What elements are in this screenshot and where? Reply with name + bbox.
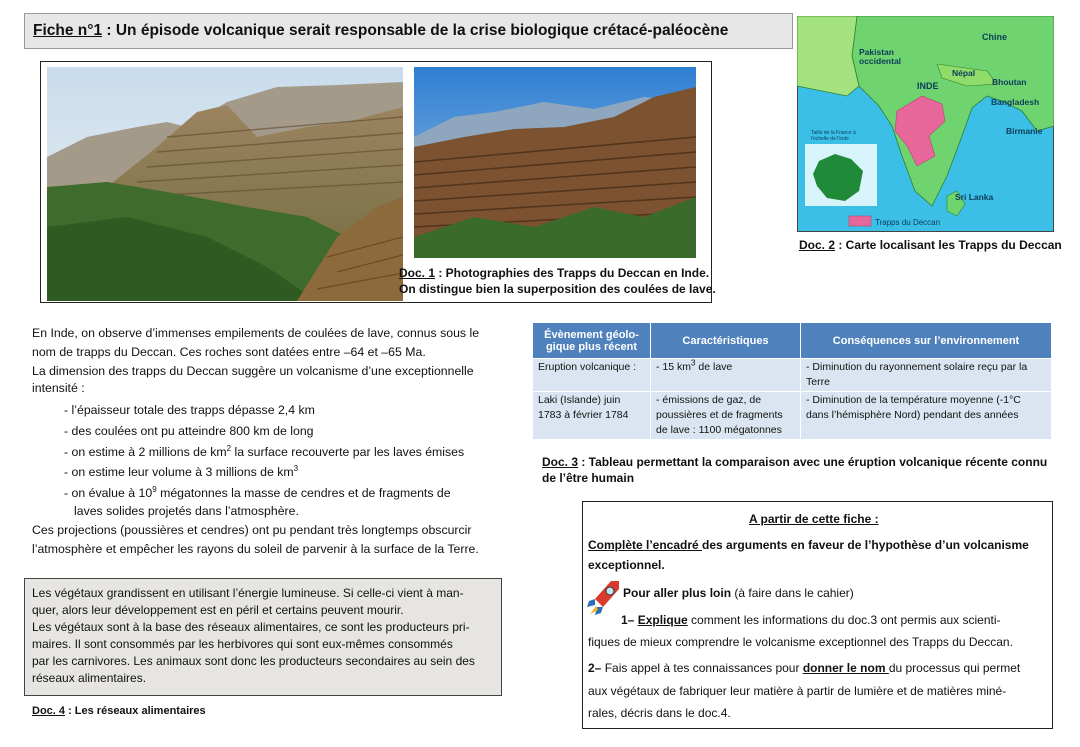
map-label-nepal: Népal (952, 68, 976, 78)
intro-line-1: En Inde, on observe d’immenses empilements de coulées de lave, connus sous le (32, 326, 480, 340)
deccan-photo-1 (47, 67, 403, 301)
table-header-consequences: Conséquences sur l’environnement (801, 323, 1052, 359)
instructions-heading: A partir de cette fiche : (749, 512, 879, 526)
doc4-box (24, 578, 502, 696)
doc4-caption: Doc. 4 : Les réseaux alimentaires (32, 705, 206, 717)
intro-line-4: intensité : (32, 381, 85, 395)
projections-line-2: l’atmosphère et empêcher les rayons du soleil de parvenir à la surface de la Terre. (32, 542, 479, 556)
bullet-thickness: - l’épaisseur totale des trapps dépasse 2,4 km (64, 403, 315, 417)
doc1-caption-line2: On distingue bien la superposition des coulées de lave. (399, 282, 716, 296)
deccan-photo-2 (414, 67, 696, 258)
doc4-line-4: maires. Il sont consommés par les herbivores qui sont eux-mêmes consommés (32, 637, 453, 651)
deccan-location-map (797, 16, 1054, 232)
question-2-line-3: rales, décris dans le doc.4. (588, 706, 731, 720)
rocket-icon (585, 579, 621, 619)
intro-line-2: nom de trapps du Deccan. Ces roches sont datées entre –64 et –65 Ma. (32, 345, 426, 359)
bullet-length: - des coulées ont pu atteindre 800 km de long (64, 424, 314, 438)
doc4-line-1: Les végétaux grandissent en utilisant l’énergie lumineuse. Si celle-ci vient à man- (32, 586, 464, 600)
task-line-1: Complète l’encadré des arguments en faveur de l’hypothèse d’un volcanisme (588, 538, 1029, 552)
table-cell-consequence-1: - Diminution du rayonnement solaire reçu par la Terre (801, 359, 1052, 392)
comparison-table (532, 322, 1052, 440)
map-label-chine: Chine (982, 32, 1008, 42)
map-label-inde: INDE (917, 81, 939, 91)
table-cell-event-1: Eruption volcanique : (533, 359, 651, 392)
question-1-line-2: fiques de mieux comprendre le volcanisme exceptionnel des Trapps du Deccan. (588, 635, 1013, 649)
doc2-caption: Doc. 2 : Carte localisant les Trapps du Deccan (799, 238, 1062, 252)
table-cell-consequence-2: - Diminution de la température moyenne (-1°C dans l’hémisphère Nord) pendant des années (801, 392, 1052, 440)
task-line-2: exceptionnel. (588, 558, 665, 572)
question-1-line-1: 1– Explique comment les informations du doc.3 ont permis aux scienti- (621, 613, 1001, 627)
map-label-bhoutan: Bhoutan (992, 77, 1027, 87)
table-header-row (533, 323, 1052, 359)
map-label-pakistan-2: occidental (859, 56, 902, 66)
title-box (24, 13, 793, 49)
map-label-pakistan-1: Pakistan (859, 47, 894, 57)
page-title: Fiche n°1 : Un épisode volcanique serait responsable de la crise biologique crétacé-paléocène (33, 22, 729, 39)
question-2-line-1: 2– Fais appel à tes connaissances pour donner le nom du processus qui permet (588, 661, 1021, 675)
doc1-frame (40, 61, 716, 303)
bullet-ash-mass: - on évalue à $10^9$ mégatonnes la masse de cendres et de fragments de (64, 484, 451, 500)
map-label-srilanka: Sri Lanka (955, 192, 994, 202)
table-header-characteristics: Caractéristiques (651, 323, 801, 359)
map-legend-trapps: Trapps du Deccan (875, 218, 941, 227)
doc3-caption-line1: Doc. 3 : Tableau permettant la comparaison avec une éruption volcanique récente connu (542, 455, 1048, 469)
map-label-france-scale-1: Taille de la France à (811, 130, 856, 136)
table-row (533, 392, 1052, 440)
map-label-birmanie: Birmanie (1006, 126, 1043, 136)
table-cell-emissions: - émissions de gaz, de poussières et de fragments de lave : 1100 mégatonnes (651, 392, 801, 440)
map-label-france-scale-2: l'échelle de l'inde (811, 136, 849, 142)
table-cell-event-2: Laki (Islande) juin 1783 à février 1784 (533, 392, 651, 440)
map-label-bangladesh: Bangladesh (991, 97, 1040, 107)
doc4-line-3: Les végétaux sont à la base des réseaux alimentaires, ce sont les producteurs pri- (32, 620, 470, 634)
bullet-volume: - on estime leur volume à 3 millions de $km^3$ (64, 463, 299, 479)
projections-line-1: Ces projections (poussières et cendres) ont pu pendant très longtemps obscurcir (32, 523, 472, 537)
table-row (533, 359, 1052, 392)
table-cell-lava-volume: - 15 $km^3$ de lave (651, 359, 801, 392)
bullet-surface: - on estime à 2 millions de $km^2$ la surface recouverte par les laves émises (64, 443, 465, 459)
doc3-caption-line2: de l’être humain (542, 471, 635, 485)
instructions-box (582, 501, 1053, 729)
doc4-line-5: par les carnivores. Les animaux sont donc les producteurs secondaires au sein des (32, 654, 475, 668)
go-further-heading: Pour aller plus loin (à faire dans le cahier) (623, 586, 854, 600)
doc1-caption-line1: Doc. 1 : Photographies des Trapps du Deccan en Inde. (399, 266, 710, 280)
doc4-line-6: réseaux alimentaires. (32, 671, 147, 685)
doc4-line-2: quer, alors leur développement est en péril et certains peuvent mourir. (32, 603, 404, 617)
question-2-line-2: aux végétaux de fabriquer leur matière à partir de lumière et de matières miné- (588, 684, 1007, 698)
table-header-event: Évènement géolo-gique plus récent (533, 323, 651, 359)
bullet-ash-mass-cont: laves solides projetés dans l’atmosphère. (74, 504, 299, 518)
intro-line-3: La dimension des trapps du Deccan suggère un volcanisme d’une exceptionnelle (32, 364, 474, 378)
